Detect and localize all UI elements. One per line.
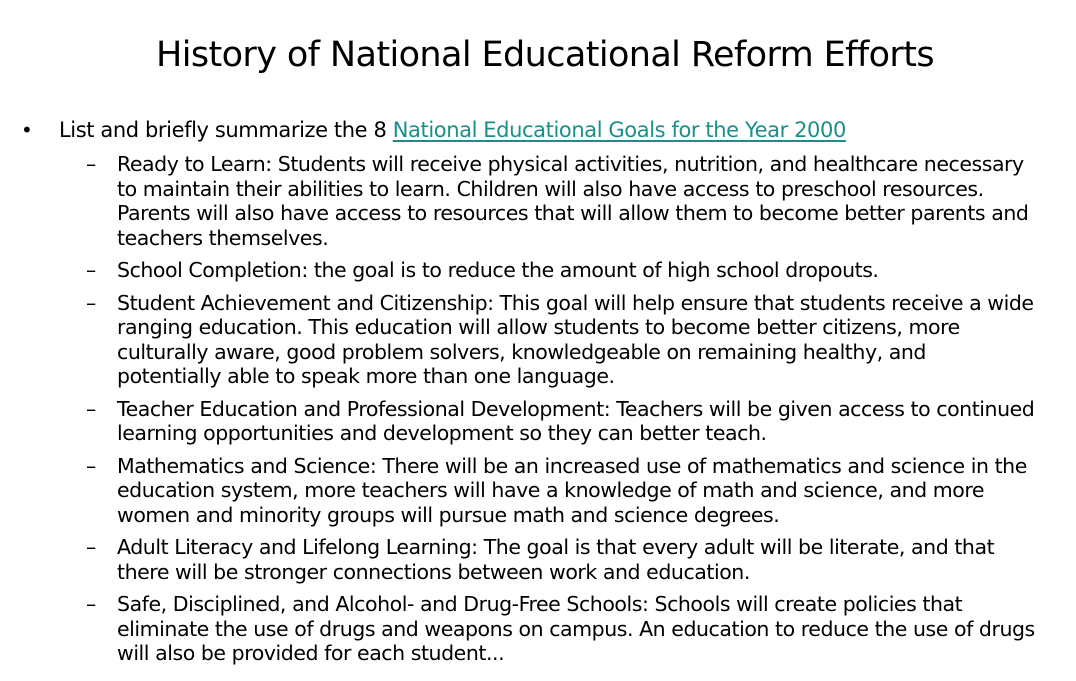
dash-icon: – <box>86 535 96 559</box>
main-bullet <box>0 116 1076 144</box>
goal-item-student-achievement <box>0 291 1076 389</box>
goal-item-school-completion <box>0 258 1076 283</box>
slide-content <box>0 116 1076 666</box>
dash-icon: – <box>86 453 96 478</box>
dash-icon: – <box>86 592 96 616</box>
bullet-text: List and briefly summarize the 8 <box>59 118 393 142</box>
slide-title: History of National Educational Reform Efforts <box>156 35 934 75</box>
goal-item-safe-schools <box>0 592 1076 666</box>
goal-item-math-science <box>0 454 1076 528</box>
goal-text: Teacher Education and Professional Development: Teachers will be given access to continued learning opportunities and development so they can better teach. <box>117 396 1035 445</box>
goal-text: Safe, Disciplined, and Alcohol- and Drug-Free Schools: Schools will create policies that eliminate the use of drugs and weapons on campus. An education to reduce the use of drugs will also be provided for each student... <box>117 592 1035 665</box>
dash-icon: – <box>86 152 96 176</box>
goal-item-teacher-education <box>0 397 1076 446</box>
goal-text: Adult Literacy and Lifelong Learning: The goal is that every adult will be literate, and that there will be stronger connections between work and education. <box>117 535 995 584</box>
goal-text: School Completion: the goal is to reduce the amount of high school dropouts. <box>117 258 879 282</box>
goal-item-adult-literacy <box>0 535 1076 584</box>
goal-text: Student Achievement and Citizenship: This goal will help ensure that students receive a wide ranging education. This education will allow students to become better citizens, more culturally aware, good problem solvers, knowledgeable on remaining healthy, and potentially able to speak more than one language. <box>117 290 1034 388</box>
dash-icon: – <box>86 258 96 282</box>
goal-text: Ready to Learn: Students will receive physical activities, nutrition, and healthcare necessary to maintain their abilities to learn. Children will also have access to preschool resources. Parents will also have access to resources that will allow them to become better parents and teachers themselves. <box>117 152 1029 250</box>
goal-item-ready-to-learn <box>0 152 1076 250</box>
bullet-icon: • <box>21 118 33 142</box>
national-goals-link[interactable]: National Educational Goals for the Year 2000 <box>392 118 846 142</box>
dash-icon: – <box>86 396 96 421</box>
goal-text: Mathematics and Science: There will be an increased use of mathematics and science in the education system, more teachers will have a knowledge of math and science, and more women and minority groups will pursue math and science degrees. <box>117 453 1027 527</box>
dash-icon: – <box>86 290 96 315</box>
